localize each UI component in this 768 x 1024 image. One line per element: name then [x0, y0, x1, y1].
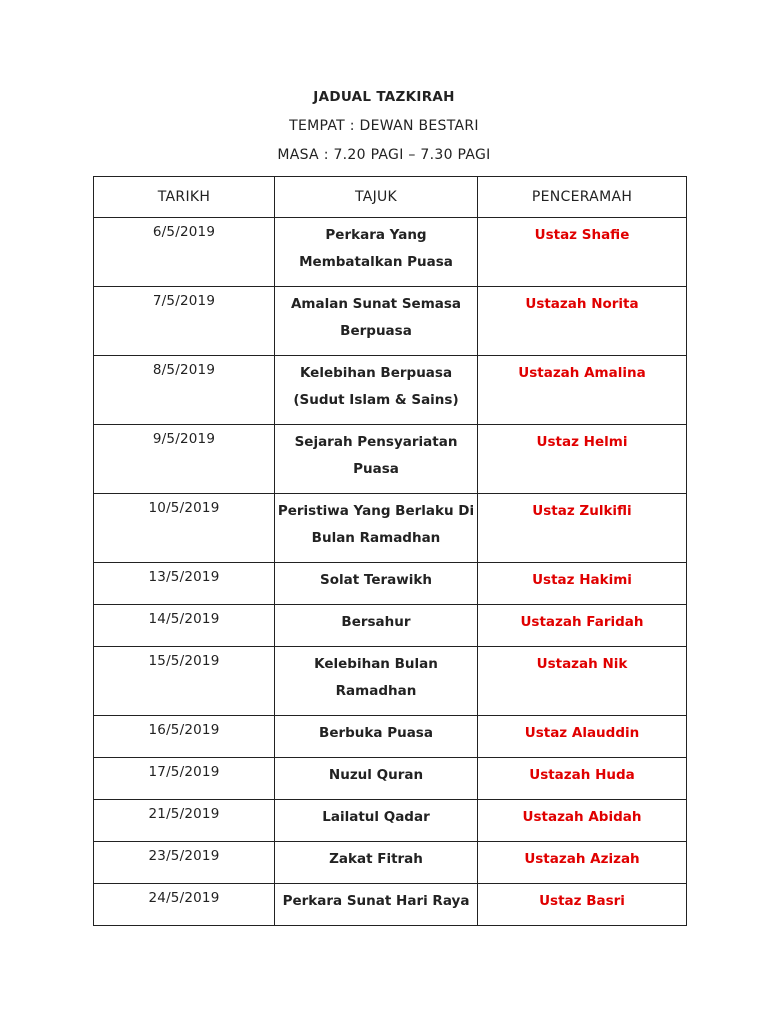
topic-line: Peristiwa Yang Berlaku Di — [277, 503, 475, 519]
topic-line: Nuzul Quran — [328, 767, 424, 783]
date-cell: 7/5/2019 — [94, 287, 275, 356]
date-cell: 24/5/2019 — [94, 884, 275, 926]
date-cell: 15/5/2019 — [94, 647, 275, 716]
topic-cell — [275, 425, 478, 494]
date-cell: 17/5/2019 — [94, 758, 275, 800]
table-row — [94, 287, 687, 356]
speaker-cell: Ustazah Huda — [478, 758, 687, 800]
date-cell: 13/5/2019 — [94, 563, 275, 605]
topic-line: Bersahur — [341, 614, 411, 630]
date-cell: 23/5/2019 — [94, 842, 275, 884]
topic-line: Kelebihan Bulan — [314, 656, 438, 672]
topic-cell — [275, 716, 478, 758]
topic-cell — [275, 800, 478, 842]
table-row — [94, 884, 687, 926]
speaker-cell: Ustaz Helmi — [478, 425, 687, 494]
topic-line: Perkara Sunat Hari Raya — [282, 893, 470, 909]
speaker-cell: Ustazah Amalina — [478, 356, 687, 425]
topic-line: Puasa — [353, 461, 399, 477]
date-cell: 9/5/2019 — [94, 425, 275, 494]
topic-line: Membatalkan Puasa — [299, 254, 453, 270]
topic-line: Amalan Sunat Semasa — [290, 296, 462, 312]
topic-line: Solat Terawikh — [320, 572, 432, 588]
column-header-date: TARIKH — [94, 177, 275, 218]
date-cell: 10/5/2019 — [94, 494, 275, 563]
topic-cell — [275, 563, 478, 605]
table-header-row — [94, 177, 687, 218]
column-header-topic: TAJUK — [275, 177, 478, 218]
table-row — [94, 716, 687, 758]
time-line: MASA : 7.20 PAGI – 7.30 PAGI — [277, 147, 491, 163]
column-header-speaker: PENCERAMAH — [478, 177, 687, 218]
venue-line: TEMPAT : DEWAN BESTARI — [289, 118, 479, 134]
topic-line: Lailatul Qadar — [322, 809, 430, 825]
topic-line: Zakat Fitrah — [329, 851, 423, 867]
table-row — [94, 425, 687, 494]
table-body — [94, 218, 687, 926]
speaker-cell: Ustazah Norita — [478, 287, 687, 356]
table-row — [94, 800, 687, 842]
date-cell: 16/5/2019 — [94, 716, 275, 758]
table-row — [94, 494, 687, 563]
topic-cell — [275, 494, 478, 563]
topic-line: Berbuka Puasa — [319, 725, 433, 741]
topic-cell — [275, 647, 478, 716]
speaker-cell: Ustaz Shafie — [478, 218, 687, 287]
topic-cell — [275, 218, 478, 287]
topic-cell — [275, 356, 478, 425]
topic-line: Kelebihan Berpuasa — [299, 365, 453, 381]
topic-line: (Sudut Islam & Sains) — [293, 392, 459, 408]
topic-cell — [275, 605, 478, 647]
table-row — [94, 758, 687, 800]
document-title: JADUAL TAZKIRAH — [313, 89, 455, 105]
table-row — [94, 563, 687, 605]
speaker-cell: Ustaz Basri — [478, 884, 687, 926]
topic-line: Berpuasa — [340, 323, 412, 339]
topic-line: Perkara Yang — [325, 227, 427, 243]
speaker-cell: Ustazah Azizah — [478, 842, 687, 884]
table-row — [94, 842, 687, 884]
table-row — [94, 647, 687, 716]
speaker-cell: Ustazah Faridah — [478, 605, 687, 647]
date-cell: 21/5/2019 — [94, 800, 275, 842]
table-row — [94, 605, 687, 647]
date-cell: 8/5/2019 — [94, 356, 275, 425]
speaker-cell: Ustazah Abidah — [478, 800, 687, 842]
speaker-cell: Ustaz Zulkifli — [478, 494, 687, 563]
topic-cell — [275, 884, 478, 926]
speaker-cell: Ustaz Alauddin — [478, 716, 687, 758]
topic-line: Bulan Ramadhan — [311, 530, 441, 546]
table-row — [94, 356, 687, 425]
topic-cell — [275, 287, 478, 356]
topic-line: Sejarah Pensyariatan — [294, 434, 458, 450]
date-cell: 14/5/2019 — [94, 605, 275, 647]
topic-line: Ramadhan — [335, 683, 417, 699]
speaker-cell: Ustazah Nik — [478, 647, 687, 716]
topic-cell — [275, 758, 478, 800]
speaker-cell: Ustaz Hakimi — [478, 563, 687, 605]
table-row — [94, 218, 687, 287]
date-cell: 6/5/2019 — [94, 218, 275, 287]
topic-cell — [275, 842, 478, 884]
schedule-table — [93, 176, 687, 926]
